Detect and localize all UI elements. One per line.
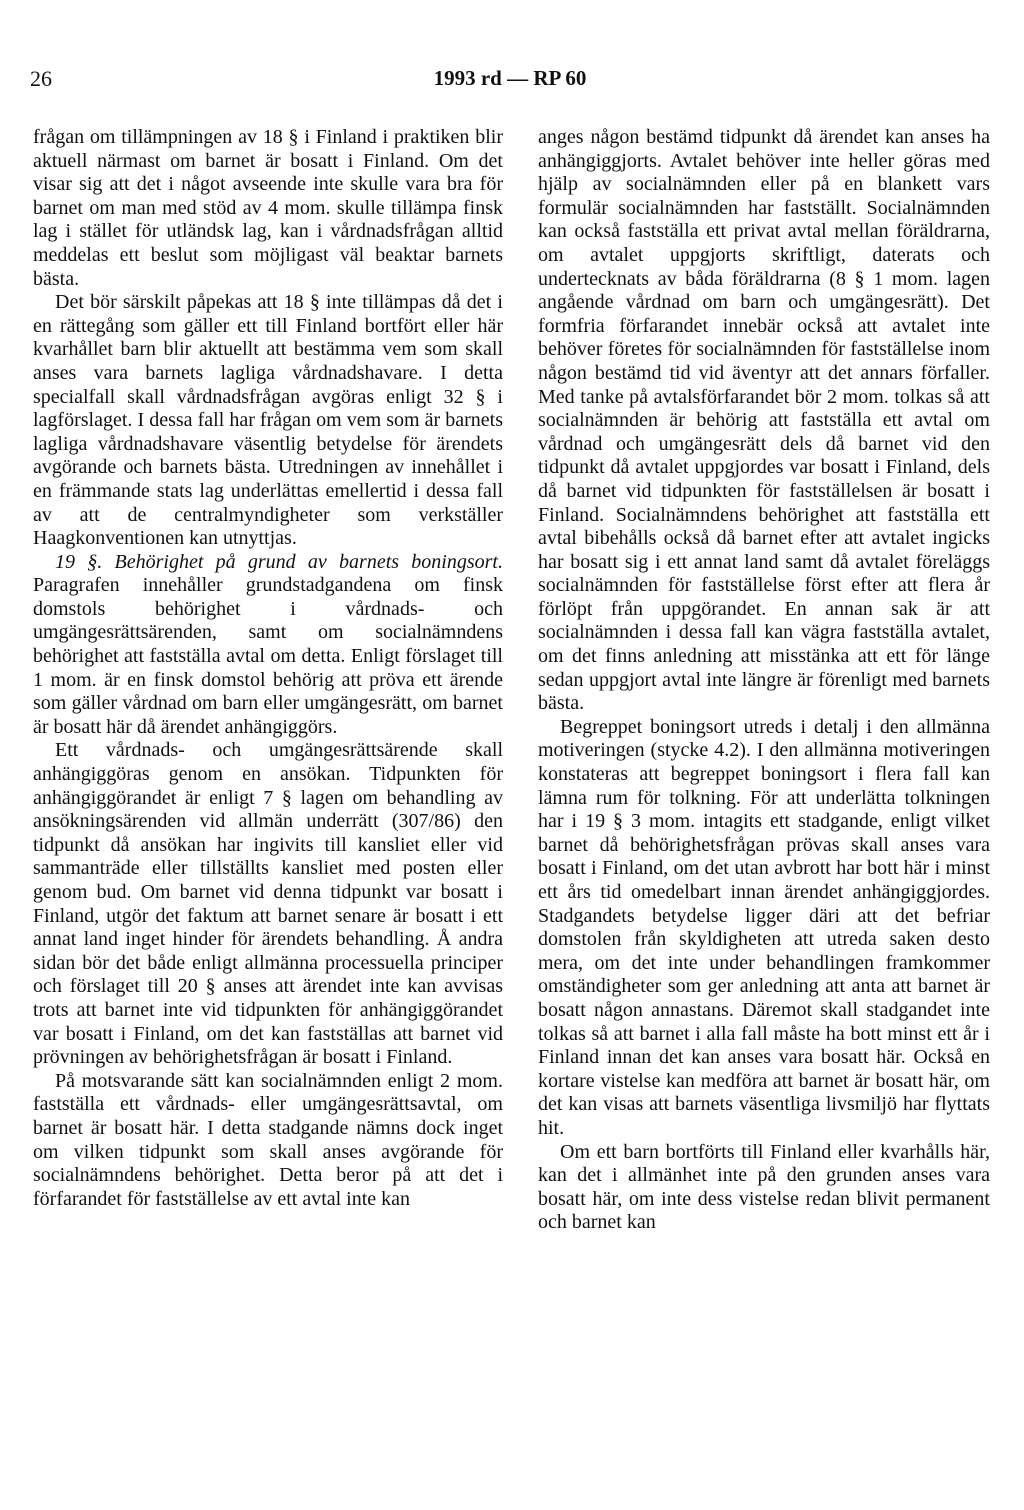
paragraph: Det bör särskilt påpekas att 18 § inte tillämpas då det i en rättegång som gäller ett till Finland bortfört eller här kvarhållet barn blir aktuellt att bestämma vem som skall anses vara barnets lagliga vårdnadshavare. I detta specialfall skall vårdnadsfrågan avgöras enligt 32 § i lagförslaget. I dessa fall har frågan om vem som är barnets lagliga vårdnadshavare väsentlig betydelse för ärendets avgörande och barnets bästa. Utredningen av innehållet i en främmande stats lag underlättas emellertid i dessa fall av att de centralmyndigheter som verkställer Haagkonventionen kan utnyttjas. [33,291,503,550]
paragraph: Om ett barn bortförts till Finland eller kvarhålls här, kan det i allmänhet inte på den grunden anses vara bosatt här, om inte dess vistelse redan blivit permanent och barnet kan [538,1140,990,1234]
page-header [30,66,990,96]
running-title: 1993 rd — RP 60 [433,66,587,90]
paragraph: frågan om tillämpningen av 18 § i Finland i praktiken blir aktuell närmast om barnet är bosatt i Finland. Om det visar sig att det i något avseende inte skulle vara bra för barnet om man med stöd av 4 mom. skulle tillämpa finsk lag i stället för utländsk lag, kan i vårdnadsfrågan alltid meddelas ett beslut som möjligast väl beaktar barnets bästa. [33,126,503,290]
paragraph: Begreppet boningsort utreds i detalj i den allmänna motiveringen (stycke 4.2). I den allmänna motiveringen konstateras att begreppet boningsort i flera fall kan lämna rum för tolkning. För att underlätta tolkningen har i 19 § 3 mom. intagits ett stadgande, enligt vilket barnet då behörighetsfrågan prövas skall anses vara bosatt i Finland, om det utan avbrott har bott här i minst ett års tid omedelbart innan ärendet anhängiggjordes. Stadgandets betydelse ligger däri att det befriar domstolen från skyldigheten att utreda saken desto mera, om det inte under behandlingen framkommer omständigheter som ger anledning att anta att barnet är bosatt någon annastans. Däremot skall stadgandet inte tolkas så att barnet i alla fall måste ha bott minst ett år i Finland innan det kan anses vara bosatt här. Också en kortare vistelse kan medföra att barnet är bosatt här, om det kan visas att barnets väsentliga livsmiljö har flyttats hit. [538,715,990,1139]
section-paragraph [33,551,503,740]
page-number: 26 [30,66,52,91]
left-column [33,126,503,1211]
section-body: Paragrafen innehåller grundstadgandena om finsk domstols behörighet i vårdnads- och umgängesrättsärenden, samt om socialnämndens behörighet att fastställa avtal om detta. Enligt förslaget till 1 mom. är en finsk domstol behörig att pröva ett ärende som gäller vårdnad om barn eller umgängesrätt, om barnet är bosatt här då ärendet anhängiggörs. [33,574,503,738]
paragraph: anges någon bestämd tidpunkt då ärendet kan anses ha anhängiggjorts. Avtalet behöver inte heller göras med hjälp av socialnämnden eller på en blankett vars formulär socialnämnden har fastställt. Socialnämnden kan också fastställa ett privat avtal mellan föräldrarna, om avtalet uppgjorts skriftligt, daterats och undertecknats av båda föräldrarna (8 § 1 mom. lagen angående vårdnad om barn och umgängesrätt). Det formfria förfarandet innebär också att avtalet inte behöver företes för socialnämnden för fastställelse inom någon bestämd tid vid äventyr att det annars förfaller. Med tanke på avtalsförfarandet bör 2 mom. tolkas så att socialnämnden är behörig att fastställa ett avtal om vårdnad och umgängesrätt dels då barnet vid den tidpunkt då avtalet uppgjordes var bosatt i Finland, dels då barnet vid tidpunkten för fastställelsen är bosatt i Finland. Socialnämndens behörighet att fastställa ett avtal bibehålls också då barnet efter att avtalet ingicks har bosatt sig i ett annat land samt då avtalet föreläggs socialnämnden för fastställelse först efter att flera år förlöpt från uppgörandet. En annan sak är att socialnämnden i dessa fall kan vägra fastställa avtalet, om det finns anledning att misstänka att ett för länge sedan uppgjort avtal inte längre är förenligt med barnets bästa. [538,126,990,715]
paragraph: På motsvarande sätt kan socialnämnden enligt 2 mom. fastställa ett vårdnads- eller umgängesrättsavtal, om barnet är bosatt här. I detta stadgande nämns dock inget om vilken tidpunkt som skall anses avgörande för socialnämndens behörighet. Detta beror på att det i förfarandet för fastställelse av ett avtal inte kan [33,1069,503,1210]
right-column [538,126,990,1235]
section-heading: 19 §. Behörighet på grund av barnets boningsort. [55,550,503,573]
paragraph: Ett vårdnads- och umgängesrättsärende skall anhängiggöras genom en ansökan. Tidpunkten för anhängiggörandet är enligt 7 § lagen om behandling av ansökningsärenden vid allmän underrätt (307/86) den tidpunkt då ansökan har ingivits till kansliet eller vid sammanträde eller tillställts kansliet med posten eller genom bud. Om barnet vid denna tidpunkt var bosatt i Finland, utgör det faktum att barnet senare är bosatt i ett annat land inget hinder för ärendets behandling. Å andra sidan bör det både enligt allmänna processuella principer och förslaget till 20 § anses att ärendet inte kan avvisas trots att barnet inte vid tidpunkten för anhängiggörandet var bosatt i Finland, om det kan fastställas att barnet vid prövningen av behörighetsfrågan är bosatt i Finland. [33,739,503,1069]
